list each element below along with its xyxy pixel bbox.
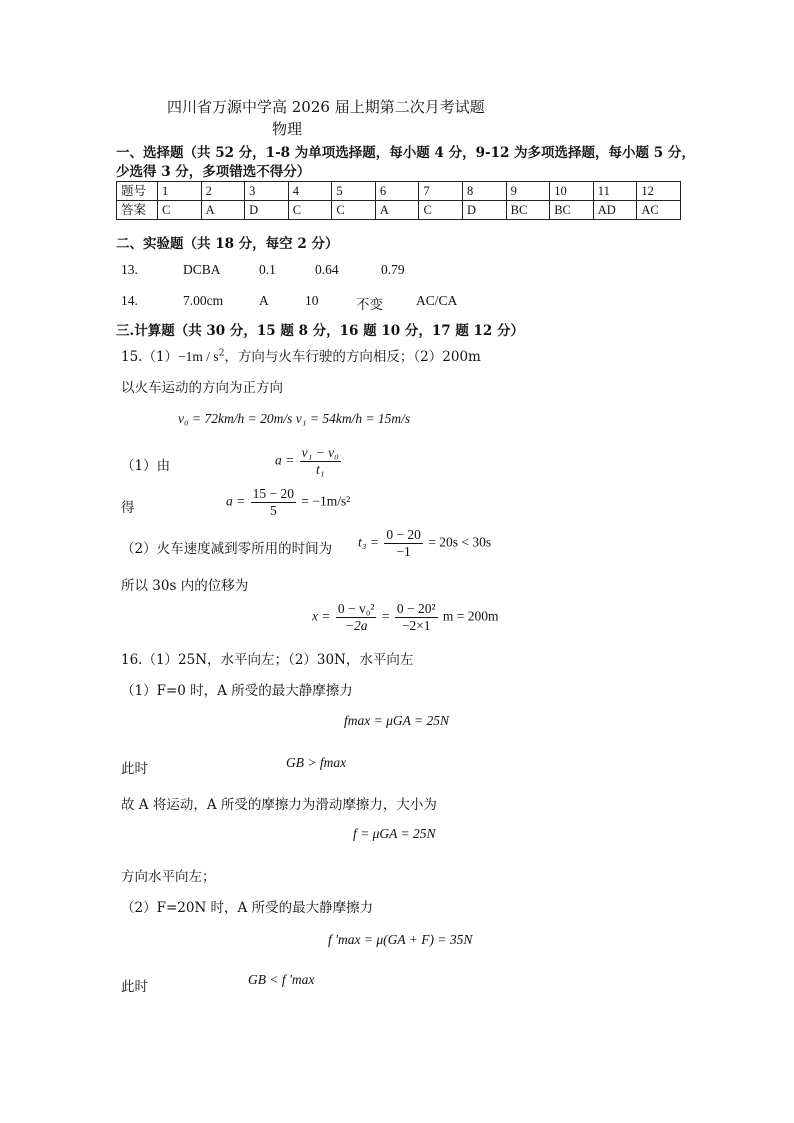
formula-rhs: = 20s < 30s	[428, 534, 492, 550]
fraction	[300, 445, 341, 478]
question-number-row	[117, 182, 681, 201]
question-number: 10	[550, 182, 594, 201]
q15-part2-label: （2）火车速度减到零所用的时间为	[121, 541, 333, 557]
formula-lhs: x =	[312, 608, 331, 624]
q15-velocity-conversion: v₀ = 72km/h = 20m/s v₁ = 54km/h = 15m/s	[178, 411, 411, 426]
q16-now-label-2: 此时	[121, 979, 148, 995]
q15-summary	[121, 345, 481, 365]
answer-cell: A	[201, 201, 245, 220]
formula-lhs: t₃ =	[358, 534, 379, 550]
q14-answer: 7.00cm	[183, 293, 224, 308]
q15-summary-rest: ，方向与火车行驶的方向相反；（2）200m	[224, 349, 481, 365]
question-number: 3	[245, 182, 289, 201]
denominator: −2a	[344, 618, 368, 633]
numerator: 0 − 20²	[396, 601, 436, 616]
denominator: t₁	[316, 462, 325, 477]
section1-heading-line2: 少选得 3 分，多项错选不得分）	[116, 164, 311, 180]
numerator: 0 − v₀²	[337, 601, 375, 616]
q16-direction: 方向水平向左；	[121, 869, 216, 885]
answer-cell: AC	[637, 201, 681, 220]
fraction	[395, 601, 438, 634]
question-number: 8	[463, 182, 507, 201]
answer-table	[116, 181, 681, 220]
fraction	[384, 527, 423, 560]
q15-formula-accel	[275, 445, 343, 478]
formula-lhs: a =	[226, 493, 246, 509]
q16-gb-less: GB < f 'max	[248, 972, 315, 987]
q15-displacement-label: 所以 30s 内的位移为	[121, 578, 249, 594]
row-label-answer: 答案	[117, 201, 158, 220]
q14-number: 14.	[121, 293, 138, 308]
equals-sign: =	[381, 608, 390, 624]
q15-got-label: 得	[121, 500, 135, 516]
denominator: −2×1	[401, 618, 431, 633]
answer-cell: C	[288, 201, 332, 220]
q13-number: 13.	[121, 262, 138, 277]
answer-cell: D	[463, 201, 507, 220]
q13-answer: 0.1	[259, 262, 276, 277]
formula-rhs: m = 200m	[442, 608, 499, 624]
fraction	[336, 601, 377, 634]
answer-cell: C	[158, 201, 202, 220]
question-number: 1	[158, 182, 202, 201]
q15-displacement-calc	[312, 601, 499, 634]
q16-part2-intro: （2）F=20N 时，A 所受的最大静摩擦力	[121, 900, 374, 916]
q13-answer: 0.79	[381, 262, 405, 277]
answer-cell: BC	[550, 201, 594, 220]
question-number: 2	[201, 182, 245, 201]
q13-answer: DCBA	[183, 262, 221, 277]
answer-cell: A	[375, 201, 419, 220]
q15-part1-label: （1）由	[121, 458, 171, 474]
superscript-2: 2	[218, 348, 225, 359]
q16-part1-intro: （1）F=0 时，A 所受的最大静摩擦力	[121, 683, 353, 699]
q13-answer: 0.64	[315, 262, 339, 277]
question-number: 9	[506, 182, 550, 201]
numerator: 15 − 20	[252, 486, 294, 501]
q14-answer: 10	[305, 293, 319, 308]
q16-fmax2-equation: f 'max = μ(GA + F) = 35N	[328, 932, 473, 947]
question-number: 4	[288, 182, 332, 201]
q16-now-label: 此时	[121, 761, 148, 777]
answer-cell: AD	[593, 201, 637, 220]
q15-accel-calc	[226, 486, 350, 519]
q15-summary-value: −1m / s	[178, 349, 219, 364]
q14-answer: A	[259, 293, 269, 308]
numerator: v₁ − v₀	[301, 445, 339, 460]
q15-time-calc	[358, 527, 491, 560]
answer-row	[117, 201, 681, 220]
question-number: 7	[419, 182, 463, 201]
question-number: 12	[637, 182, 681, 201]
denominator: 5	[269, 503, 277, 518]
q16-gb-greater: GB > fmax	[286, 755, 347, 770]
q16-summary: 16.（1）25N，水平向左；（2）30N，水平向左	[121, 652, 414, 668]
subject-title: 物理	[272, 120, 303, 138]
question-number: 6	[375, 182, 419, 201]
answer-cell: C	[332, 201, 376, 220]
formula-lhs: a =	[275, 452, 295, 468]
row-label-question: 题号	[117, 182, 158, 201]
answer-cell: C	[419, 201, 463, 220]
answer-cell: BC	[506, 201, 550, 220]
q14-answer: AC/CA	[416, 293, 458, 308]
section3-heading: 三.计算题（共 30 分，15 题 8 分，16 题 10 分，17 题 12 分）	[116, 323, 525, 339]
q16-friction-equation: f = μGA = 25N	[353, 826, 436, 841]
denominator: −1	[396, 544, 411, 559]
formula-rhs: = −1m/s²	[301, 493, 351, 509]
q16-slide-note: 故 A 将运动，A 所受的摩擦力为滑动摩擦力，大小为	[121, 797, 437, 813]
numerator: 0 − 20	[386, 527, 421, 542]
section2-heading: 二、实验题（共 18 分，每空 2 分）	[116, 236, 339, 252]
answer-cell: D	[245, 201, 289, 220]
q16-fmax-equation: fmax = μGA = 25N	[344, 713, 449, 728]
exam-title: 四川省万源中学高 2026 届上期第二次月考试题	[167, 98, 485, 116]
question-number: 5	[332, 182, 376, 201]
fraction	[251, 486, 296, 519]
q14-answer: 不变	[356, 297, 383, 313]
q15-summary-prefix: 15.（1）	[121, 349, 179, 365]
question-number: 11	[593, 182, 637, 201]
section1-heading-line1: 一、选择题（共 52 分，1-8 为单项选择题，每小题 4 分，9-12 为多项选择题，每小题 5 分，	[116, 145, 695, 161]
q15-direction-note: 以火车运动的方向为正方向	[121, 380, 283, 396]
